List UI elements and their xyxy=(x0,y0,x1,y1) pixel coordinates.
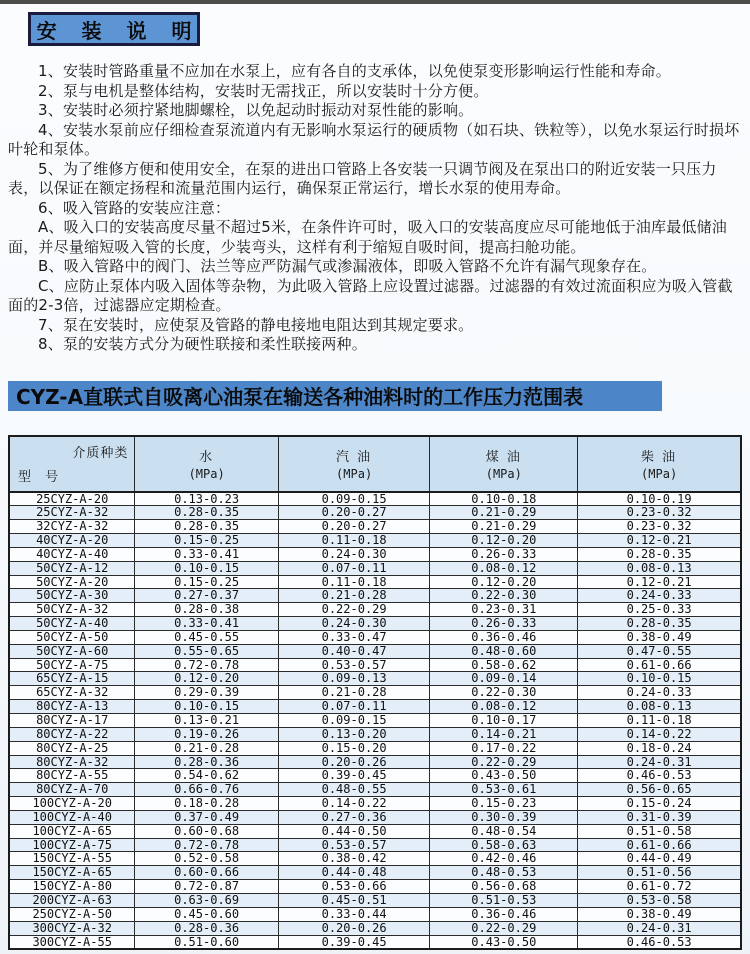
model-cell: 300CYZ-A-55 xyxy=(9,935,135,949)
pressure-cell: 0.53-0.57 xyxy=(278,658,430,672)
pressure-cell: 0.24-0.31 xyxy=(578,921,741,935)
model-cell: 65CYZ-A-32 xyxy=(9,686,135,700)
instruction-paragraph: B、吸入管路中的阀门、法兰等应严防漏气或渗漏液体，即吸入管路不允许有漏气现象存在。 xyxy=(38,257,657,275)
pressure-cell: 0.15-0.23 xyxy=(430,797,578,811)
pressure-cell: 0.26-0.33 xyxy=(430,547,578,561)
model-cell: 150CYZ-A-80 xyxy=(9,880,135,894)
pressure-cell: 0.31-0.39 xyxy=(578,810,741,824)
pressure-cell: 0.58-0.63 xyxy=(430,838,578,852)
pressure-cell: 0.22-0.29 xyxy=(278,603,430,617)
pressure-cell: 0.08-0.13 xyxy=(578,561,741,575)
column-header xyxy=(135,436,278,492)
pressure-cell: 0.11-0.18 xyxy=(578,714,741,728)
pressure-cell: 0.61-0.72 xyxy=(578,880,741,894)
table-row xyxy=(9,686,741,700)
table-row xyxy=(9,561,741,575)
model-cell: 40CYZ-A-20 xyxy=(9,534,135,548)
table-row xyxy=(9,506,741,520)
pressure-cell: 0.24-0.31 xyxy=(578,755,741,769)
pressure-cell: 0.08-0.12 xyxy=(430,561,578,575)
table-row xyxy=(9,603,741,617)
pressure-cell: 0.24-0.30 xyxy=(278,617,430,631)
pressure-cell: 0.39-0.45 xyxy=(278,769,430,783)
pressure-table-body xyxy=(9,492,741,950)
pressure-cell: 0.72-0.87 xyxy=(135,880,278,894)
pressure-cell: 0.51-0.58 xyxy=(578,824,741,838)
pressure-cell: 0.56-0.65 xyxy=(578,783,741,797)
instruction-paragraph: 3、安装时必须拧紧地脚螺栓，以免起动时振动对泵性能的影响。 xyxy=(38,101,474,119)
table-row xyxy=(9,921,741,935)
pressure-cell: 0.10-0.15 xyxy=(578,672,741,686)
pressure-cell: 0.22-0.29 xyxy=(430,755,578,769)
column-unit: (MPa) xyxy=(336,467,373,481)
pressure-cell: 0.43-0.50 xyxy=(430,935,578,949)
pressure-cell: 0.56-0.68 xyxy=(430,880,578,894)
pressure-cell: 0.12-0.21 xyxy=(578,575,741,589)
pressure-cell: 0.13-0.20 xyxy=(278,727,430,741)
pressure-cell: 0.42-0.46 xyxy=(430,852,578,866)
pressure-cell: 0.28-0.36 xyxy=(135,755,278,769)
model-cell: 50CYZ-A-60 xyxy=(9,644,135,658)
pressure-cell: 0.12-0.20 xyxy=(430,534,578,548)
instruction-paragraph: 8、泵的安装方式分为硬性联接和柔性联接两种。 xyxy=(38,335,367,353)
pressure-cell: 0.38-0.42 xyxy=(278,852,430,866)
table-row xyxy=(9,824,741,838)
table-row xyxy=(9,866,741,880)
model-cell: 80CYZ-A-22 xyxy=(9,727,135,741)
pressure-cell: 0.28-0.35 xyxy=(578,547,741,561)
pressure-cell: 0.27-0.37 xyxy=(135,589,278,603)
pressure-cell: 0.53-0.58 xyxy=(578,893,741,907)
pressure-cell: 0.20-0.26 xyxy=(278,921,430,935)
pressure-cell: 0.11-0.18 xyxy=(278,534,430,548)
column-unit: (MPa) xyxy=(485,467,522,481)
table-row xyxy=(9,797,741,811)
pressure-cell: 0.51-0.53 xyxy=(430,893,578,907)
instruction-paragraph: 4、安装水泵前应仔细检查泵流道内有无影响水泵运行的硬质物（如石块、铁粒等），以免水泵运行时损坏叶轮和泵体。 xyxy=(8,120,740,158)
table-row xyxy=(9,658,741,672)
pressure-cell: 0.10-0.19 xyxy=(578,492,741,506)
pressure-cell: 0.17-0.22 xyxy=(430,741,578,755)
pressure-cell: 0.12-0.20 xyxy=(430,575,578,589)
pressure-cell: 0.60-0.68 xyxy=(135,824,278,838)
pressure-cell: 0.08-0.13 xyxy=(578,700,741,714)
pressure-cell: 0.44-0.49 xyxy=(578,852,741,866)
pressure-cell: 0.18-0.24 xyxy=(578,741,741,755)
installation-title-box xyxy=(28,12,200,46)
pressure-cell: 0.61-0.66 xyxy=(578,658,741,672)
model-cell: 100CYZ-A-40 xyxy=(9,810,135,824)
table-row xyxy=(9,630,741,644)
pressure-cell: 0.43-0.50 xyxy=(430,769,578,783)
pressure-cell: 0.10-0.15 xyxy=(135,700,278,714)
table-row xyxy=(9,852,741,866)
model-cell: 250CYZ-A-50 xyxy=(9,907,135,921)
pressure-cell: 0.28-0.35 xyxy=(135,520,278,534)
table-row xyxy=(9,838,741,852)
table-row xyxy=(9,700,741,714)
table-row xyxy=(9,589,741,603)
table-row xyxy=(9,755,741,769)
corner-model-label: 型 号 xyxy=(18,469,64,485)
model-cell: 25CYZ-A-32 xyxy=(9,506,135,520)
pressure-cell: 0.33-0.47 xyxy=(278,630,430,644)
pressure-cell: 0.54-0.62 xyxy=(135,769,278,783)
pressure-cell: 0.22-0.30 xyxy=(430,589,578,603)
pressure-cell: 0.51-0.56 xyxy=(578,866,741,880)
pressure-cell: 0.28-0.35 xyxy=(578,617,741,631)
pressure-cell: 0.47-0.55 xyxy=(578,644,741,658)
instruction-paragraph: 5、为了维修方便和使用安全，在泵的进出口管路上各安装一只调节阀及在泵出口的附近安装一只压力表，以保证在额定扬程和流量范围内运行，确保泵正常运行，增长水泵的使用寿命。 xyxy=(8,159,717,197)
column-unit: (MPa) xyxy=(641,467,678,481)
pressure-cell: 0.53-0.57 xyxy=(278,838,430,852)
pressure-cell: 0.38-0.49 xyxy=(578,907,741,921)
pressure-cell: 0.15-0.24 xyxy=(578,797,741,811)
model-cell: 100CYZ-A-20 xyxy=(9,797,135,811)
column-name: 煤 油 xyxy=(485,450,522,465)
pressure-cell: 0.18-0.28 xyxy=(135,797,278,811)
pressure-cell: 0.22-0.30 xyxy=(430,686,578,700)
pressure-cell: 0.46-0.53 xyxy=(578,935,741,949)
pressure-cell: 0.15-0.25 xyxy=(135,575,278,589)
pressure-cell: 0.52-0.58 xyxy=(135,852,278,866)
table-row xyxy=(9,727,741,741)
pressure-cell: 0.21-0.28 xyxy=(278,686,430,700)
pressure-cell: 0.40-0.47 xyxy=(278,644,430,658)
pressure-cell: 0.09-0.13 xyxy=(278,672,430,686)
model-cell: 150CYZ-A-55 xyxy=(9,852,135,866)
model-cell: 80CYZ-A-70 xyxy=(9,783,135,797)
table-row xyxy=(9,935,741,949)
pressure-cell: 0.11-0.18 xyxy=(278,575,430,589)
pressure-cell: 0.48-0.55 xyxy=(278,783,430,797)
pressure-cell: 0.14-0.21 xyxy=(430,727,578,741)
installation-instructions xyxy=(8,62,742,355)
pressure-cell: 0.48-0.54 xyxy=(430,824,578,838)
model-cell: 100CYZ-A-65 xyxy=(9,824,135,838)
pressure-cell: 0.48-0.53 xyxy=(430,866,578,880)
pressure-cell: 0.10-0.15 xyxy=(135,561,278,575)
pressure-cell: 0.45-0.60 xyxy=(135,907,278,921)
pressure-table-title: CYZ-A直联式自吸离心油泵在输送各种油料时的工作压力范围表 xyxy=(16,385,584,409)
model-cell: 80CYZ-A-32 xyxy=(9,755,135,769)
table-row xyxy=(9,893,741,907)
pressure-cell: 0.21-0.28 xyxy=(135,741,278,755)
table-row xyxy=(9,644,741,658)
pressure-cell: 0.36-0.46 xyxy=(430,907,578,921)
pressure-cell: 0.23-0.32 xyxy=(578,520,741,534)
pressure-cell: 0.53-0.61 xyxy=(430,783,578,797)
corner-media-label: 介质种类 xyxy=(72,445,129,461)
table-row xyxy=(9,520,741,534)
pressure-cell: 0.55-0.65 xyxy=(135,644,278,658)
model-cell: 32CYZ-A-32 xyxy=(9,520,135,534)
table-row xyxy=(9,672,741,686)
model-cell: 300CYZ-A-32 xyxy=(9,921,135,935)
pressure-cell: 0.20-0.26 xyxy=(278,755,430,769)
pressure-cell: 0.23-0.32 xyxy=(578,506,741,520)
pressure-cell: 0.51-0.60 xyxy=(135,935,278,949)
model-cell: 50CYZ-A-40 xyxy=(9,617,135,631)
pressure-cell: 0.37-0.49 xyxy=(135,810,278,824)
pressure-cell: 0.24-0.33 xyxy=(578,589,741,603)
pressure-cell: 0.23-0.31 xyxy=(430,603,578,617)
pressure-cell: 0.15-0.20 xyxy=(278,741,430,755)
pressure-cell: 0.21-0.29 xyxy=(430,506,578,520)
model-cell: 50CYZ-A-20 xyxy=(9,575,135,589)
pressure-cell: 0.39-0.45 xyxy=(278,935,430,949)
model-cell: 40CYZ-A-40 xyxy=(9,547,135,561)
pressure-cell: 0.33-0.41 xyxy=(135,547,278,561)
pressure-cell: 0.19-0.26 xyxy=(135,727,278,741)
table-row xyxy=(9,769,741,783)
model-cell: 50CYZ-A-75 xyxy=(9,658,135,672)
pressure-cell: 0.10-0.18 xyxy=(430,492,578,506)
pressure-cell: 0.28-0.36 xyxy=(135,921,278,935)
model-cell: 80CYZ-A-13 xyxy=(9,700,135,714)
table-row xyxy=(9,575,741,589)
pressure-cell: 0.25-0.33 xyxy=(578,603,741,617)
pressure-cell: 0.12-0.20 xyxy=(135,672,278,686)
pressure-cell: 0.30-0.39 xyxy=(430,810,578,824)
pressure-table-wrap xyxy=(8,435,742,951)
model-cell: 50CYZ-A-30 xyxy=(9,589,135,603)
pressure-table-banner xyxy=(8,381,662,411)
table-row xyxy=(9,783,741,797)
pressure-cell: 0.22-0.29 xyxy=(430,921,578,935)
model-cell: 65CYZ-A-15 xyxy=(9,672,135,686)
pressure-cell: 0.28-0.35 xyxy=(135,506,278,520)
table-row xyxy=(9,492,741,506)
table-row xyxy=(9,907,741,921)
pressure-cell: 0.13-0.23 xyxy=(135,492,278,506)
corner-header-cell xyxy=(9,436,135,492)
pressure-cell: 0.13-0.21 xyxy=(135,714,278,728)
model-cell: 80CYZ-A-25 xyxy=(9,741,135,755)
pressure-cell: 0.21-0.28 xyxy=(278,589,430,603)
pressure-cell: 0.44-0.50 xyxy=(278,824,430,838)
pressure-range-table xyxy=(8,435,742,951)
pressure-cell: 0.33-0.41 xyxy=(135,617,278,631)
pressure-cell: 0.09-0.14 xyxy=(430,672,578,686)
model-cell: 80CYZ-A-17 xyxy=(9,714,135,728)
table-row xyxy=(9,880,741,894)
pressure-cell: 0.09-0.15 xyxy=(278,492,430,506)
pressure-cell: 0.07-0.11 xyxy=(278,561,430,575)
pressure-cell: 0.36-0.46 xyxy=(430,630,578,644)
table-row xyxy=(9,714,741,728)
pressure-cell: 0.58-0.62 xyxy=(430,658,578,672)
pressure-cell: 0.60-0.66 xyxy=(135,866,278,880)
pressure-cell: 0.15-0.25 xyxy=(135,534,278,548)
pressure-cell: 0.63-0.69 xyxy=(135,893,278,907)
pressure-cell: 0.27-0.36 xyxy=(278,810,430,824)
pressure-cell: 0.61-0.66 xyxy=(578,838,741,852)
pressure-cell: 0.45-0.51 xyxy=(278,893,430,907)
pressure-cell: 0.08-0.12 xyxy=(430,700,578,714)
model-cell: 80CYZ-A-55 xyxy=(9,769,135,783)
column-unit: (MPa) xyxy=(188,467,225,481)
table-row xyxy=(9,534,741,548)
pressure-cell: 0.48-0.60 xyxy=(430,644,578,658)
table-row xyxy=(9,810,741,824)
pressure-cell: 0.24-0.33 xyxy=(578,686,741,700)
installation-title: 安 装 说 明 xyxy=(36,18,201,43)
column-name: 柴 油 xyxy=(641,450,678,465)
pressure-cell: 0.14-0.22 xyxy=(578,727,741,741)
pressure-cell: 0.72-0.78 xyxy=(135,658,278,672)
pressure-cell: 0.46-0.53 xyxy=(578,769,741,783)
model-cell: 150CYZ-A-65 xyxy=(9,866,135,880)
pressure-cell: 0.72-0.78 xyxy=(135,838,278,852)
model-cell: 50CYZ-A-50 xyxy=(9,630,135,644)
pressure-cell: 0.09-0.15 xyxy=(278,714,430,728)
table-row xyxy=(9,547,741,561)
instruction-paragraph: C、应防止泵体内吸入固体等杂物，为此吸入管路上应设置过滤器。过滤器的有效过流面积应为吸入管截面的2-3倍，过滤器应定期检查。 xyxy=(8,276,733,314)
model-cell: 25CYZ-A-20 xyxy=(9,492,135,506)
pressure-cell: 0.24-0.30 xyxy=(278,547,430,561)
pressure-cell: 0.29-0.39 xyxy=(135,686,278,700)
pressure-cell: 0.12-0.21 xyxy=(578,534,741,548)
instruction-paragraph: 6、吸入管路的安装应注意： xyxy=(38,198,231,217)
pressure-cell: 0.20-0.27 xyxy=(278,520,430,534)
pressure-cell: 0.20-0.27 xyxy=(278,506,430,520)
model-cell: 100CYZ-A-75 xyxy=(9,838,135,852)
instruction-paragraph: 2、泵与电机是整体结构，安装时无需找正，所以安装时十分方便。 xyxy=(38,81,489,100)
document-page xyxy=(0,4,750,954)
pressure-cell: 0.14-0.22 xyxy=(278,797,430,811)
instruction-paragraph: 1、安装时管路重量不应加在水泵上，应有各自的支承体，以免使泵变形影响运行性能和寿命。 xyxy=(38,62,671,80)
model-cell: 200CYZ-A-63 xyxy=(9,893,135,907)
pressure-cell: 0.07-0.11 xyxy=(278,700,430,714)
column-header xyxy=(278,436,430,492)
pressure-cell: 0.33-0.44 xyxy=(278,907,430,921)
column-header xyxy=(430,436,578,492)
column-name: 水 xyxy=(199,450,215,465)
pressure-cell: 0.26-0.33 xyxy=(430,617,578,631)
model-cell: 50CYZ-A-32 xyxy=(9,603,135,617)
table-row xyxy=(9,741,741,755)
pressure-cell: 0.21-0.29 xyxy=(430,520,578,534)
column-header xyxy=(578,436,741,492)
pressure-cell: 0.28-0.38 xyxy=(135,603,278,617)
pressure-cell: 0.66-0.76 xyxy=(135,783,278,797)
table-row xyxy=(9,617,741,631)
pressure-cell: 0.38-0.49 xyxy=(578,630,741,644)
column-name: 汽 油 xyxy=(336,450,373,465)
model-cell: 50CYZ-A-12 xyxy=(9,561,135,575)
instruction-paragraph: A、吸入口的安装高度尽量不超过5米，在条件许可时，吸入口的安装高度应尽可能地低于油库最低储油面，并尽量缩短吸入管的长度，少装弯头，这样有利于缩短自吸时间，提高扫舱功能。 xyxy=(8,218,728,256)
pressure-cell: 0.45-0.55 xyxy=(135,630,278,644)
pressure-cell: 0.53-0.66 xyxy=(278,880,430,894)
pressure-cell: 0.10-0.17 xyxy=(430,714,578,728)
pressure-cell: 0.44-0.48 xyxy=(278,866,430,880)
table-header-row xyxy=(9,436,741,492)
instruction-paragraph: 7、泵在安装时，应使泵及管路的静电接地电阻达到其规定要求。 xyxy=(38,315,474,334)
